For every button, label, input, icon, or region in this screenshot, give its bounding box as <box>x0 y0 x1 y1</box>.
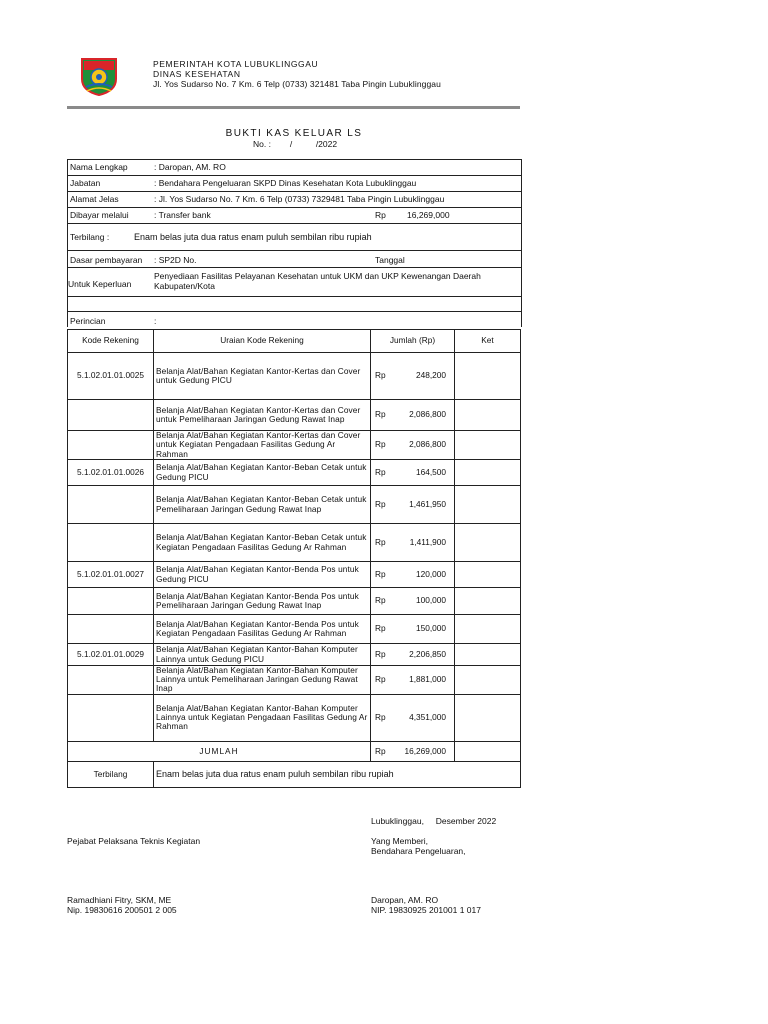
row-code <box>68 400 154 431</box>
row-uraian: Belanja Alat/Bahan Kegiatan Kantor-Bahan Komputer Lainnya untuk Pemeliharaan Jaringan Gedung Rawat Inap <box>154 666 371 695</box>
table-row <box>68 524 521 562</box>
perincian-value: : <box>154 316 157 326</box>
alamat-value: : Jl. Yos Sudarso No. 7 Km. 6 Telp (0733) 7329481 Taba Pingin Lubuklinggau <box>154 194 445 204</box>
row-code: 5.1.02.01.01.0026 <box>68 460 154 486</box>
row-ket <box>455 615 521 644</box>
header-address: Jl. Yos Sudarso No. 7 Km. 6 Telp (0733) 321481 Taba Pingin Lubuklinggau <box>153 79 441 89</box>
dibayar-amount: 16,269,000 <box>407 210 450 220</box>
table-row <box>68 666 521 695</box>
table-row <box>68 615 521 644</box>
row-amount: 2,086,800 <box>399 400 455 431</box>
row-amount: 4,351,000 <box>399 694 455 741</box>
table-row <box>68 562 521 588</box>
table-row <box>68 400 521 431</box>
table-header-row <box>68 330 521 353</box>
info-row-perincian <box>68 312 521 327</box>
total-amount: 16,269,000 <box>399 741 455 761</box>
info-row-empty <box>68 297 521 312</box>
payee-info-table <box>67 159 522 327</box>
row-uraian: Belanja Alat/Bahan Kegiatan Kantor-Beban Cetak untuk Kegiatan Pengadaan Fasilitas Gedung Ar Rahman <box>154 524 371 562</box>
table-row <box>68 486 521 524</box>
row-uraian: Belanja Alat/Bahan Kegiatan Kantor-Kertas dan Cover untuk Pemeliharaan Jaringan Gedung Rawat Inap <box>154 400 371 431</box>
row-ket <box>455 353 521 400</box>
row-amount: 164,500 <box>399 460 455 486</box>
header-divider <box>67 106 520 109</box>
row-uraian: Belanja Alat/Bahan Kegiatan Kantor-Beban Cetak untuk Gedung PICU <box>154 460 371 486</box>
terbilang-label: Terbilang : <box>70 232 110 242</box>
col-header-ket: Ket <box>455 330 521 353</box>
col-header-uraian: Uraian Kode Rekening <box>154 330 371 353</box>
row-code <box>68 694 154 741</box>
row-uraian: Belanja Alat/Bahan Kegiatan Kantor-Benda Pos untuk Pemeliharaan Jaringan Gedung Rawat Inap <box>154 588 371 615</box>
left-signatory-title: Pejabat Pelaksana Teknis Kegiatan <box>67 836 201 846</box>
row-code <box>68 524 154 562</box>
row-amount: 150,000 <box>399 615 455 644</box>
row-ket <box>455 666 521 695</box>
jabatan-label: Jabatan <box>70 178 101 188</box>
left-signatory-nip: Nip. 19830616 200501 2 005 <box>67 905 177 915</box>
dibayar-label: Dibayar melalui <box>70 210 129 220</box>
row-ket <box>455 644 521 666</box>
row-ket <box>455 486 521 524</box>
dasar-label: Dasar pembayaran <box>70 255 143 265</box>
perincian-label: Perincian <box>70 316 106 326</box>
right-signatory-nip: NIP. 19830925 201001 1 017 <box>371 905 481 915</box>
row-uraian: Belanja Alat/Bahan Kegiatan Kantor-Bahan Komputer Lainnya untuk Kegiatan Pengadaan Fasilitas Gedung Ar Rahman <box>154 694 371 741</box>
row-rp: Rp <box>371 400 399 431</box>
table-row <box>68 353 521 400</box>
dasar-value: : SP2D No. <box>154 255 197 265</box>
row-code <box>68 588 154 615</box>
right-signatory-title-1: Yang Memberi, <box>371 836 429 846</box>
col-header-code: Kode Rekening <box>68 330 154 353</box>
row-amount: 1,411,900 <box>399 524 455 562</box>
nama-value: : Daropan, AM. RO <box>154 162 226 172</box>
header-institution: PEMERINTAH KOTA LUBUKLINGGAU <box>153 59 319 69</box>
info-row-alamat <box>68 192 521 208</box>
row-ket <box>455 562 521 588</box>
row-rp: Rp <box>371 486 399 524</box>
row-ket <box>455 400 521 431</box>
row-ket <box>455 694 521 741</box>
info-row-keperluan <box>68 268 521 297</box>
dibayar-rp: Rp <box>375 210 386 220</box>
row-ket <box>455 460 521 486</box>
table-row <box>68 431 521 460</box>
row-code: 5.1.02.01.01.0029 <box>68 644 154 666</box>
row-code <box>68 666 154 695</box>
total-ket <box>455 741 521 761</box>
table-terbilang-label: Terbilang <box>68 761 154 787</box>
row-code: 5.1.02.01.01.0025 <box>68 353 154 400</box>
row-amount: 1,881,000 <box>399 666 455 695</box>
row-uraian: Belanja Alat/Bahan Kegiatan Kantor-Benda Pos untuk Kegiatan Pengadaan Fasilitas Gedung Ar Rahman <box>154 615 371 644</box>
row-rp: Rp <box>371 460 399 486</box>
row-ket <box>455 431 521 460</box>
col-header-jumlah: Jumlah (Rp) <box>371 330 455 353</box>
info-row-terbilang <box>68 224 521 251</box>
row-uraian: Belanja Alat/Bahan Kegiatan Kantor-Bahan Komputer Lainnya untuk Gedung PICU <box>154 644 371 666</box>
terbilang-row <box>68 761 521 787</box>
jabatan-value: : Bendahara Pengeluaran SKPD Dinas Kesehatan Kota Lubuklinggau <box>154 178 417 188</box>
table-row <box>68 588 521 615</box>
keperluan-label: Untuk Keperluan <box>68 279 132 289</box>
row-amount: 2,206,850 <box>399 644 455 666</box>
row-uraian: Belanja Alat/Bahan Kegiatan Kantor-Beban Cetak untuk Pemeliharaan Jaringan Gedung Rawat Inap <box>154 486 371 524</box>
row-rp: Rp <box>371 588 399 615</box>
row-rp: Rp <box>371 615 399 644</box>
header-department: DINAS KESEHATAN <box>153 69 241 79</box>
row-code: 5.1.02.01.01.0027 <box>68 562 154 588</box>
place-date: Lubuklinggau, Desember 2022 <box>371 816 497 826</box>
city-crest-logo <box>78 55 120 97</box>
total-row <box>68 741 521 761</box>
document-number: No. : / /2022 <box>253 139 338 149</box>
row-rp: Rp <box>371 694 399 741</box>
table-row <box>68 460 521 486</box>
terbilang-value: Enam belas juta dua ratus enam puluh sembilan ribu rupiah <box>134 232 372 242</box>
dibayar-value: : Transfer bank <box>154 210 211 220</box>
expense-detail-table <box>67 329 521 788</box>
row-ket <box>455 588 521 615</box>
info-row-dasar <box>68 251 521 268</box>
row-amount: 248,200 <box>399 353 455 400</box>
table-terbilang-value: Enam belas juta dua ratus enam puluh sembilan ribu rupiah <box>154 761 521 787</box>
table-row <box>68 644 521 666</box>
info-row-jabatan <box>68 176 521 192</box>
row-uraian: Belanja Alat/Bahan Kegiatan Kantor-Kertas dan Cover untuk Kegiatan Pengadaan Fasilitas Gedung Ar Rahman <box>154 431 371 460</box>
total-label: JUMLAH <box>68 741 371 761</box>
alamat-label: Alamat Jelas <box>70 194 119 204</box>
row-amount: 2,086,800 <box>399 431 455 460</box>
tanggal-label: Tanggal <box>375 255 405 265</box>
info-row-dibayar <box>68 208 521 224</box>
row-code <box>68 431 154 460</box>
nama-label: Nama Lengkap <box>70 162 128 172</box>
total-rp: Rp <box>371 741 399 761</box>
row-ket <box>455 524 521 562</box>
row-rp: Rp <box>371 353 399 400</box>
row-uraian: Belanja Alat/Bahan Kegiatan Kantor-Benda Pos untuk Gedung PICU <box>154 562 371 588</box>
document-title: BUKTI KAS KELUAR LS <box>225 128 363 139</box>
info-row-nama <box>68 160 521 176</box>
row-amount: 120,000 <box>399 562 455 588</box>
left-signatory-name: Ramadhiani Fitry, SKM, ME <box>67 895 172 905</box>
table-row <box>68 694 521 741</box>
row-rp: Rp <box>371 562 399 588</box>
keperluan-value: Penyediaan Fasilitas Pelayanan Kesehatan untuk UKM dan UKP Kewenangan Daerah Kabupaten/Kota <box>154 271 481 291</box>
row-amount: 1,461,950 <box>399 486 455 524</box>
right-signatory-title-2: Bendahara Pengeluaran, <box>371 846 466 856</box>
row-rp: Rp <box>371 644 399 666</box>
row-uraian: Belanja Alat/Bahan Kegiatan Kantor-Kertas dan Cover untuk Gedung PICU <box>154 353 371 400</box>
row-rp: Rp <box>371 524 399 562</box>
row-amount: 100,000 <box>399 588 455 615</box>
right-signatory-name: Daropan, AM. RO <box>371 895 439 905</box>
row-rp: Rp <box>371 666 399 695</box>
row-code <box>68 615 154 644</box>
row-rp: Rp <box>371 431 399 460</box>
row-code <box>68 486 154 524</box>
